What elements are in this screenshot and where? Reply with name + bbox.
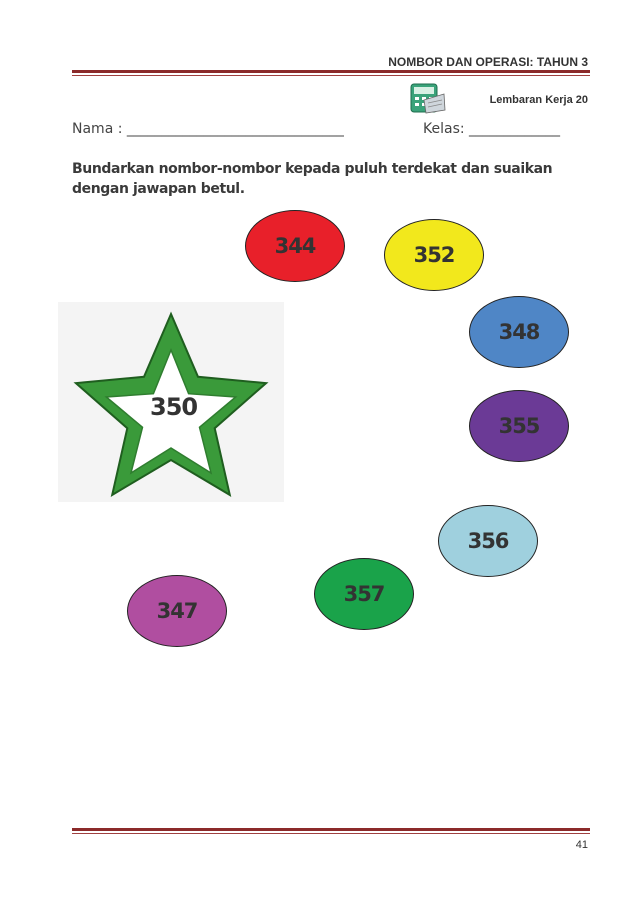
class-field: Kelas: _____________ [423,121,561,137]
header-rule-thin [72,75,590,76]
number-bubble-348[interactable]: 348 [469,296,569,368]
number-bubble-344[interactable]: 344 [245,210,345,282]
page-number: 41 [575,839,588,851]
instruction-text: Bundarkan nombor-nombor kepada puluh terdekat dan suaikan dengan jawapan betul. [72,161,553,197]
number-bubble-357[interactable]: 357 [314,558,414,630]
calculator-icon [410,82,446,114]
header-rule [72,70,590,73]
header-title: NOMBOR DAN OPERASI: TAHUN 3 [388,55,588,69]
footer-rule [72,828,590,831]
name-field: Nama : _______________________________ [72,121,344,137]
star-number: 350 [150,393,198,421]
worksheet-label: Lembaran Kerja 20 [489,94,588,106]
number-bubble-347[interactable]: 347 [127,575,227,647]
number-bubble-355[interactable]: 355 [469,390,569,462]
number-bubble-356[interactable]: 356 [438,505,538,577]
footer-rule-thin [72,833,590,834]
number-bubble-352[interactable]: 352 [384,219,484,291]
